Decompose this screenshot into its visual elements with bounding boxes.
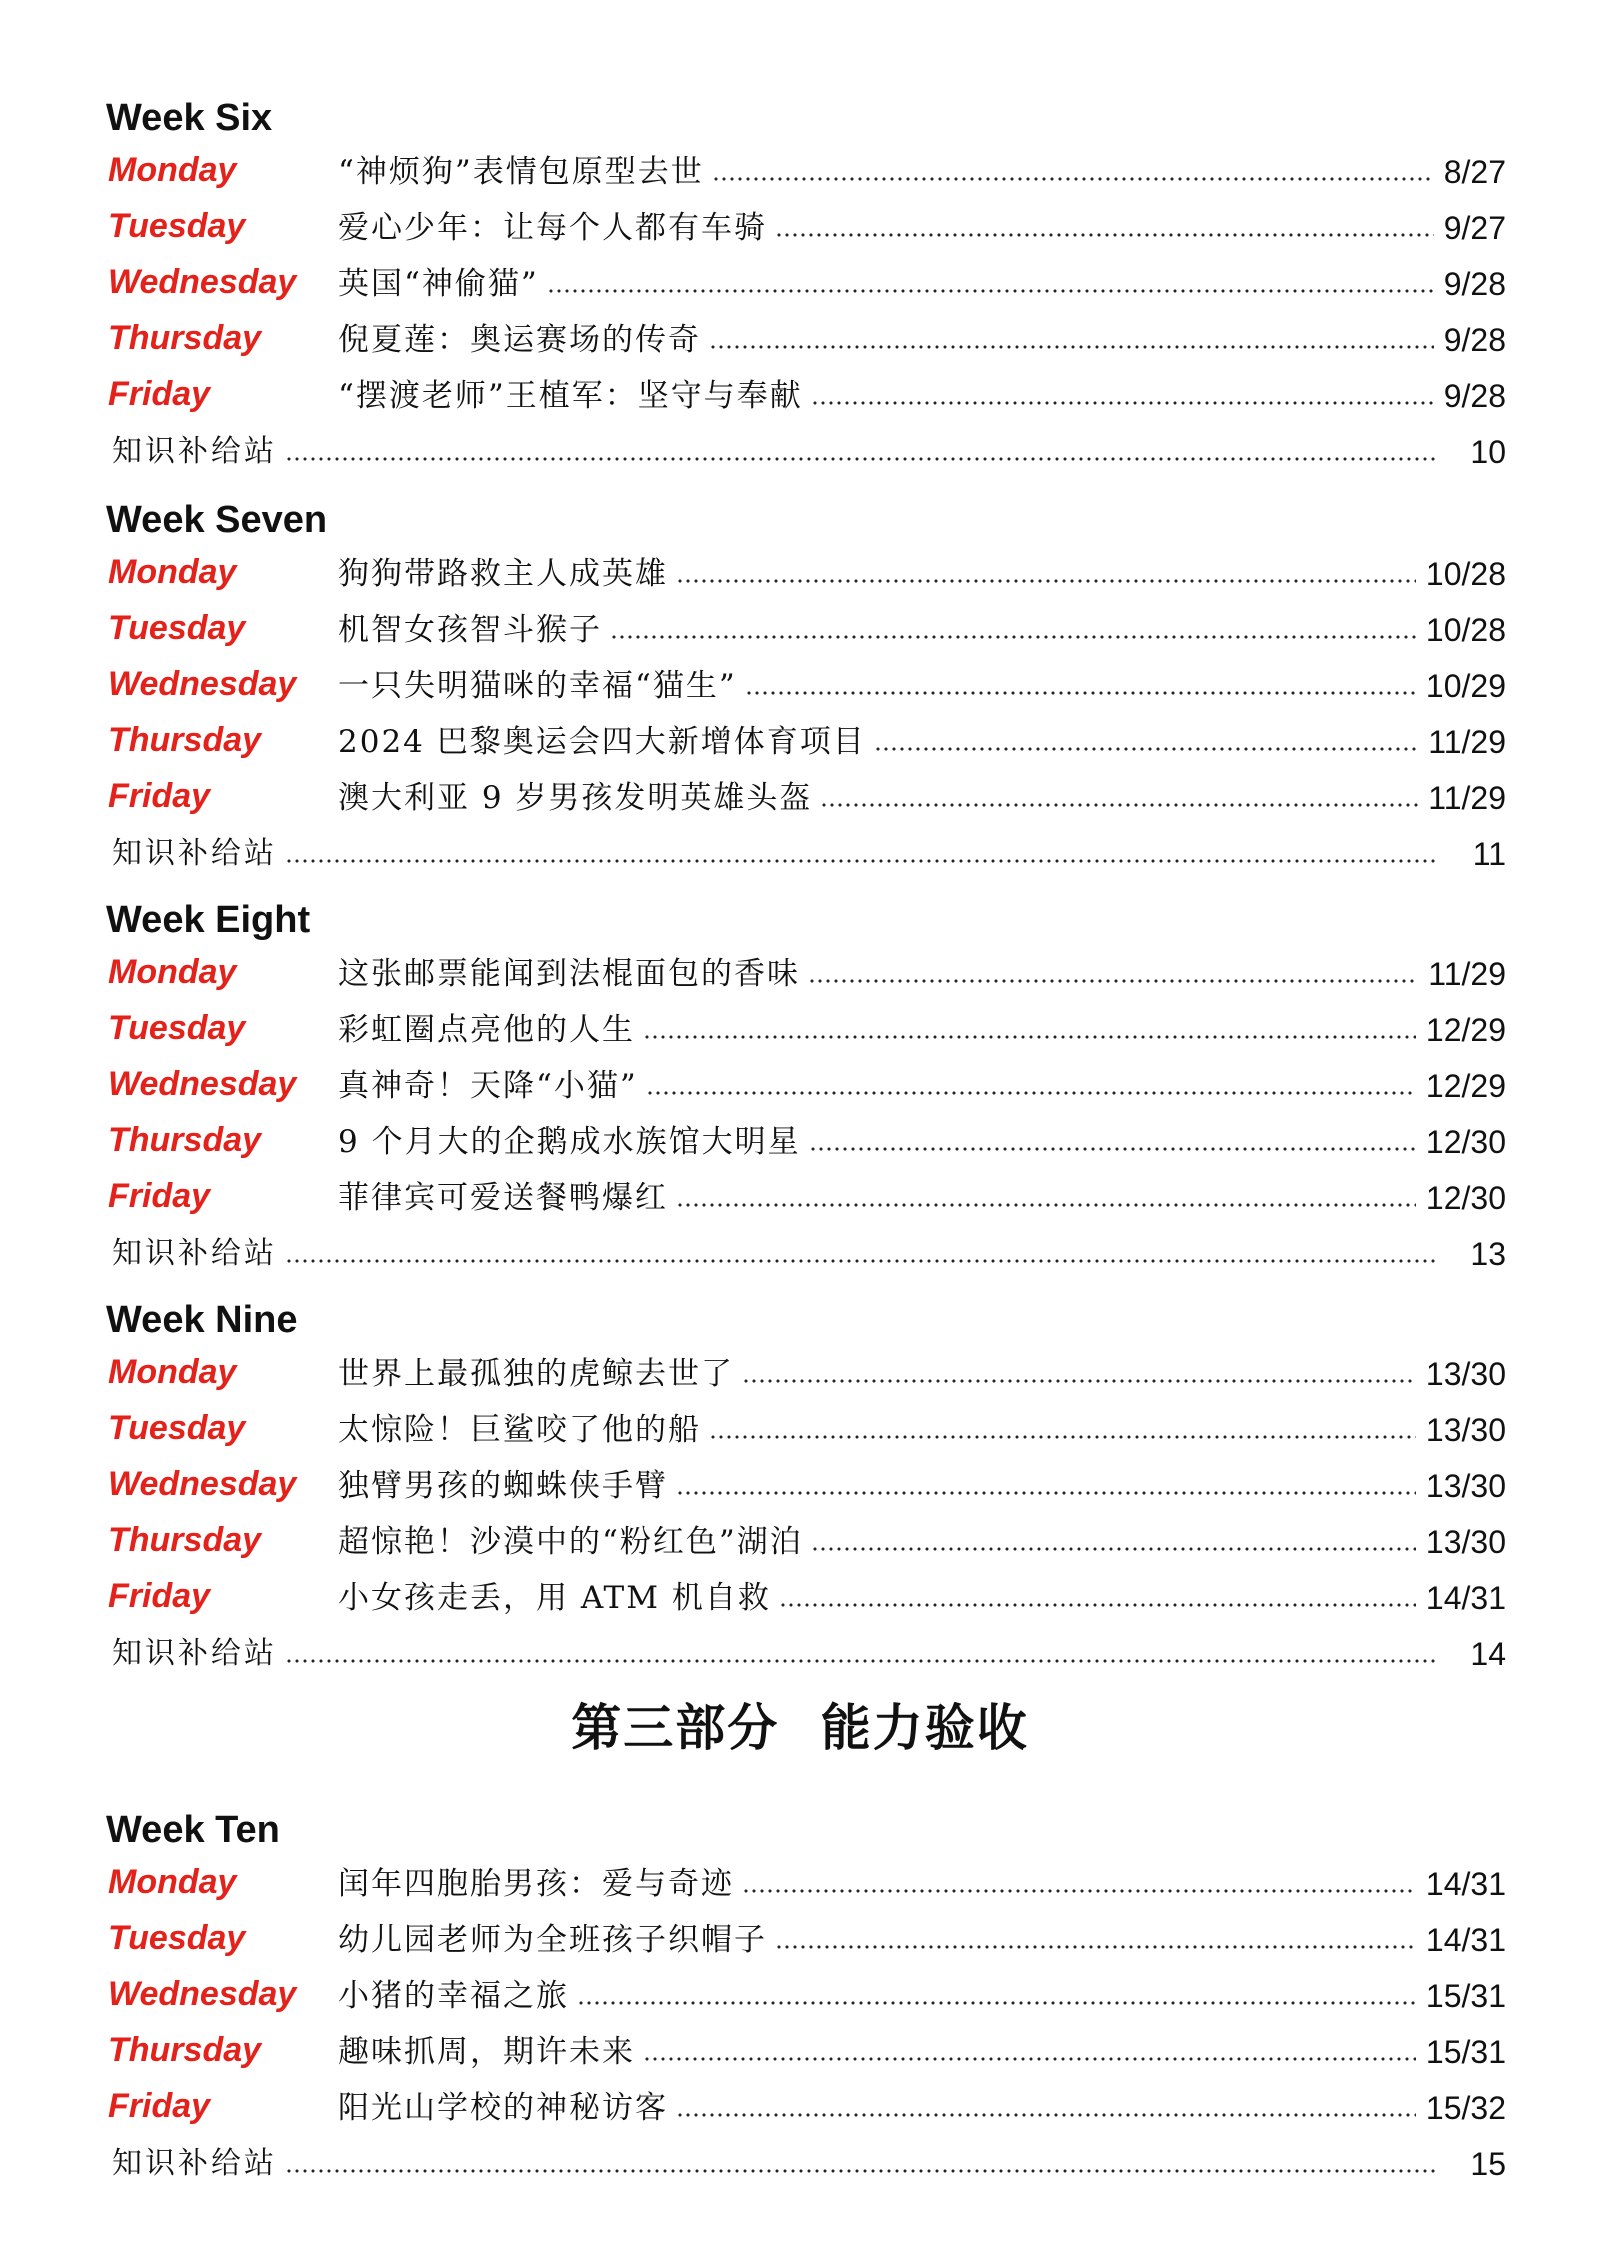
dot-leader xyxy=(676,1491,1416,1495)
page-number: 15/31 xyxy=(1425,2034,1506,2070)
week-entries xyxy=(106,140,1506,476)
page-number: 9/27 xyxy=(1443,210,1506,246)
day-label: Tuesday xyxy=(108,207,246,245)
entry-title: 倪夏莲：奥运赛场的传奇 xyxy=(338,322,701,358)
toc-entry-wednesday[interactable] xyxy=(106,252,1506,308)
dot-leader xyxy=(775,233,1434,237)
toc-entry-friday[interactable] xyxy=(106,364,1506,420)
entry-line xyxy=(338,950,1506,994)
toc-entry-knowledge[interactable] xyxy=(106,1222,1506,1278)
dot-leader xyxy=(285,859,1436,863)
knowledge-title: 知识补给站 xyxy=(112,434,277,469)
week-entries xyxy=(106,942,1506,1278)
toc-entry-monday[interactable] xyxy=(106,140,1506,196)
toc-entry-knowledge[interactable] xyxy=(106,822,1506,878)
week-entries xyxy=(106,542,1506,878)
page-number: 9/28 xyxy=(1443,266,1506,302)
page-number: 12/29 xyxy=(1425,1012,1506,1048)
toc-entry-wednesday[interactable] xyxy=(106,1054,1506,1110)
page-number: 14/31 xyxy=(1425,1580,1506,1616)
entry-title: 小猪的幸福之旅 xyxy=(338,1978,569,2014)
dot-leader xyxy=(676,579,1416,583)
entry-title: 小女孩走丢，用 ATM 机自救 xyxy=(338,1580,771,1616)
dot-leader xyxy=(547,289,1434,293)
dot-leader xyxy=(676,2113,1416,2117)
dot-leader xyxy=(779,1603,1416,1607)
toc-entry-thursday[interactable] xyxy=(106,2020,1506,2076)
knowledge-title: 知识补给站 xyxy=(112,1636,277,1671)
toc-entry-wednesday[interactable] xyxy=(106,654,1506,710)
entry-line xyxy=(338,1006,1506,1050)
day-label: Thursday xyxy=(108,1121,262,1159)
dot-leader xyxy=(820,803,1418,807)
page-number: 11/29 xyxy=(1428,956,1506,992)
entry-title: 9 个月大的企鹅成水族馆大明星 xyxy=(338,1124,801,1160)
entry-line xyxy=(338,148,1506,192)
entry-line xyxy=(338,260,1506,304)
entry-line xyxy=(338,204,1506,248)
day-label: Friday xyxy=(108,1177,211,1215)
page-number: 8/27 xyxy=(1443,154,1506,190)
page-number: 13 xyxy=(1470,1236,1506,1272)
entry-title: 真神奇！天降“小猫” xyxy=(338,1068,638,1104)
toc-entry-wednesday[interactable] xyxy=(106,1964,1506,2020)
entry-line xyxy=(112,1230,1506,1274)
entry-title: 彩虹圈点亮他的人生 xyxy=(338,1012,635,1048)
day-label: Wednesday xyxy=(108,1465,297,1503)
dot-leader xyxy=(643,1035,1416,1039)
page-number: 12/30 xyxy=(1425,1180,1506,1216)
dot-leader xyxy=(745,691,1416,695)
page-number: 13/30 xyxy=(1425,1468,1506,1504)
week-title: Week Nine xyxy=(106,1299,298,1341)
toc-entry-friday[interactable] xyxy=(106,2076,1506,2132)
day-label: Thursday xyxy=(108,721,262,759)
entry-title: 英国“神偷猫” xyxy=(338,266,539,302)
entry-line xyxy=(112,1630,1506,1674)
page-number: 15/31 xyxy=(1425,1978,1506,2014)
entry-line xyxy=(112,2140,1506,2184)
page-number: 10/29 xyxy=(1425,668,1506,704)
page-number: 14 xyxy=(1470,1636,1506,1672)
entry-line xyxy=(338,774,1506,818)
page-number: 10/28 xyxy=(1425,612,1506,648)
entry-title: 一只失明猫咪的幸福“猫生” xyxy=(338,668,737,704)
day-label: Monday xyxy=(108,1863,237,1901)
dot-leader xyxy=(742,1889,1416,1893)
toc-entry-tuesday[interactable] xyxy=(106,598,1506,654)
entry-line xyxy=(338,2028,1506,2072)
entry-line xyxy=(338,1518,1506,1562)
dot-leader xyxy=(285,1659,1436,1663)
entry-title: 爱心少年：让每个人都有车骑 xyxy=(338,210,767,246)
entry-title: 太惊险！巨鲨咬了他的船 xyxy=(338,1412,701,1448)
page-number: 10 xyxy=(1470,434,1506,470)
day-label: Thursday xyxy=(108,319,262,357)
week-section-4 xyxy=(106,1298,1506,1678)
entry-line xyxy=(338,1574,1506,1618)
day-label: Friday xyxy=(108,777,211,815)
dot-leader xyxy=(577,2001,1416,2005)
toc-entry-monday[interactable] xyxy=(106,542,1506,598)
page-number: 15/32 xyxy=(1425,2090,1506,2126)
dot-leader xyxy=(285,1259,1436,1263)
page-number: 15 xyxy=(1470,2146,1506,2182)
week-title: Week Eight xyxy=(106,899,311,941)
entry-line xyxy=(338,316,1506,360)
day-label: Thursday xyxy=(108,1521,262,1559)
toc-entry-thursday[interactable] xyxy=(106,1110,1506,1166)
page-number: 14/31 xyxy=(1425,1922,1506,1958)
page-number: 10/28 xyxy=(1425,556,1506,592)
part-title: 第三部分 能力验收 xyxy=(571,1699,1029,1757)
dot-leader xyxy=(709,1435,1416,1439)
day-label: Friday xyxy=(108,2087,211,2125)
week-entries xyxy=(106,1852,1506,2188)
week-section-1 xyxy=(106,96,1506,476)
page-number: 9/28 xyxy=(1443,322,1506,358)
day-label: Tuesday xyxy=(108,1409,246,1447)
entry-line xyxy=(338,1350,1506,1394)
page-number: 11/29 xyxy=(1428,724,1506,760)
day-label: Wednesday xyxy=(108,1975,297,2013)
entry-title: 超惊艳！沙漠中的“粉红色”湖泊 xyxy=(338,1524,803,1560)
toc-entry-tuesday[interactable] xyxy=(106,1398,1506,1454)
entry-title: “摆渡老师”王植军：坚守与奉献 xyxy=(338,378,803,414)
day-label: Thursday xyxy=(108,2031,262,2069)
week-section-3 xyxy=(106,898,1506,1278)
day-label: Wednesday xyxy=(108,263,297,301)
entry-title: 澳大利亚 9 岁男孩发明英雄头盔 xyxy=(338,780,813,816)
toc-entry-thursday[interactable] xyxy=(106,1510,1506,1566)
toc-entry-knowledge[interactable] xyxy=(106,1622,1506,1678)
dot-leader xyxy=(811,401,1434,405)
toc-entry-wednesday[interactable] xyxy=(106,1454,1506,1510)
dot-leader xyxy=(646,1091,1416,1095)
week-title: Week Seven xyxy=(106,499,328,541)
page-number: 14/31 xyxy=(1425,1866,1506,1902)
dot-leader xyxy=(709,345,1434,349)
entry-line xyxy=(338,606,1506,650)
entry-title: 世界上最孤独的虎鲸去世了 xyxy=(338,1356,734,1392)
dot-leader xyxy=(742,1379,1416,1383)
toc-entry-tuesday[interactable] xyxy=(106,1908,1506,1964)
entry-line xyxy=(338,662,1506,706)
dot-leader xyxy=(610,635,1416,639)
day-label: Monday xyxy=(108,151,237,189)
entry-line xyxy=(338,1062,1506,1106)
entry-line xyxy=(338,1860,1506,1904)
day-label: Monday xyxy=(108,553,237,591)
day-label: Wednesday xyxy=(108,1065,297,1103)
knowledge-title: 知识补给站 xyxy=(112,1236,277,1271)
entry-title: 闰年四胞胎男孩：爱与奇迹 xyxy=(338,1866,734,1902)
page-number: 13/30 xyxy=(1425,1412,1506,1448)
entry-title: 独臂男孩的蜘蛛侠手臂 xyxy=(338,1468,668,1504)
page-number: 9/28 xyxy=(1443,378,1506,414)
dot-leader xyxy=(808,979,1418,983)
day-label: Friday xyxy=(108,375,211,413)
week-title: Week Six xyxy=(106,97,273,139)
day-label: Monday xyxy=(108,953,237,991)
entry-line xyxy=(338,718,1506,762)
entry-line xyxy=(338,1972,1506,2016)
dot-leader xyxy=(285,457,1436,461)
day-label: Tuesday xyxy=(108,609,246,647)
day-label: Tuesday xyxy=(108,1009,246,1047)
entry-line xyxy=(112,830,1506,874)
day-label: Tuesday xyxy=(108,1919,246,1957)
day-label: Friday xyxy=(108,1577,211,1615)
day-label: Wednesday xyxy=(108,665,297,703)
dot-leader xyxy=(811,1547,1416,1551)
page-number: 11 xyxy=(1472,836,1506,872)
toc-entry-friday[interactable] xyxy=(106,1566,1506,1622)
entry-title: 幼儿园老师为全班孩子织帽子 xyxy=(338,1922,767,1958)
dot-leader xyxy=(285,2169,1436,2173)
page-number: 13/30 xyxy=(1425,1356,1506,1392)
knowledge-title: 知识补给站 xyxy=(112,836,277,871)
toc-entry-thursday[interactable] xyxy=(106,710,1506,766)
toc-entry-tuesday[interactable] xyxy=(106,196,1506,252)
entry-line xyxy=(338,1406,1506,1450)
toc-entry-thursday[interactable] xyxy=(106,308,1506,364)
entry-title: 2024 巴黎奥运会四大新增体育项目 xyxy=(338,724,866,760)
entry-title: 阳光山学校的神秘访客 xyxy=(338,2090,668,2126)
entry-title: 机智女孩智斗猴子 xyxy=(338,612,602,648)
week-title: Week Ten xyxy=(106,1809,280,1851)
entry-title: “神烦狗”表情包原型去世 xyxy=(338,154,704,190)
entry-line xyxy=(338,550,1506,594)
entry-title: 趣味抓周，期许未来 xyxy=(338,2034,635,2070)
entry-line xyxy=(338,1916,1506,1960)
entry-title: 菲律宾可爱送餐鸭爆红 xyxy=(338,1180,668,1216)
day-label: Monday xyxy=(108,1353,237,1391)
entry-line xyxy=(338,1118,1506,1162)
page-number: 12/30 xyxy=(1425,1124,1506,1160)
entry-line xyxy=(112,428,1506,472)
knowledge-title: 知识补给站 xyxy=(112,2146,277,2181)
dot-leader xyxy=(775,1945,1416,1949)
week-section-5 xyxy=(106,1808,1506,2188)
week-entries xyxy=(106,1342,1506,1678)
toc-entry-friday[interactable] xyxy=(106,766,1506,822)
entry-line xyxy=(338,1174,1506,1218)
dot-leader xyxy=(712,177,1434,181)
toc-entry-monday[interactable] xyxy=(106,1852,1506,1908)
toc-entry-monday[interactable] xyxy=(106,942,1506,998)
page-number: 13/30 xyxy=(1425,1524,1506,1560)
dot-leader xyxy=(874,747,1419,751)
toc-entry-knowledge[interactable] xyxy=(106,2132,1506,2188)
entry-title: 这张邮票能闻到法棍面包的香味 xyxy=(338,956,800,992)
toc-entry-monday[interactable] xyxy=(106,1342,1506,1398)
dot-leader xyxy=(809,1147,1416,1151)
week-section-2 xyxy=(106,498,1506,878)
entry-line xyxy=(338,1462,1506,1506)
page-number: 12/29 xyxy=(1425,1068,1506,1104)
page-number: 11/29 xyxy=(1428,780,1506,816)
dot-leader xyxy=(676,1203,1416,1207)
entry-title: 狗狗带路救主人成英雄 xyxy=(338,556,668,592)
entry-line xyxy=(338,372,1506,416)
toc-entry-tuesday[interactable] xyxy=(106,998,1506,1054)
entry-line xyxy=(338,2084,1506,2128)
toc-entry-knowledge[interactable] xyxy=(106,420,1506,476)
dot-leader xyxy=(643,2057,1416,2061)
toc-entry-friday[interactable] xyxy=(106,1166,1506,1222)
